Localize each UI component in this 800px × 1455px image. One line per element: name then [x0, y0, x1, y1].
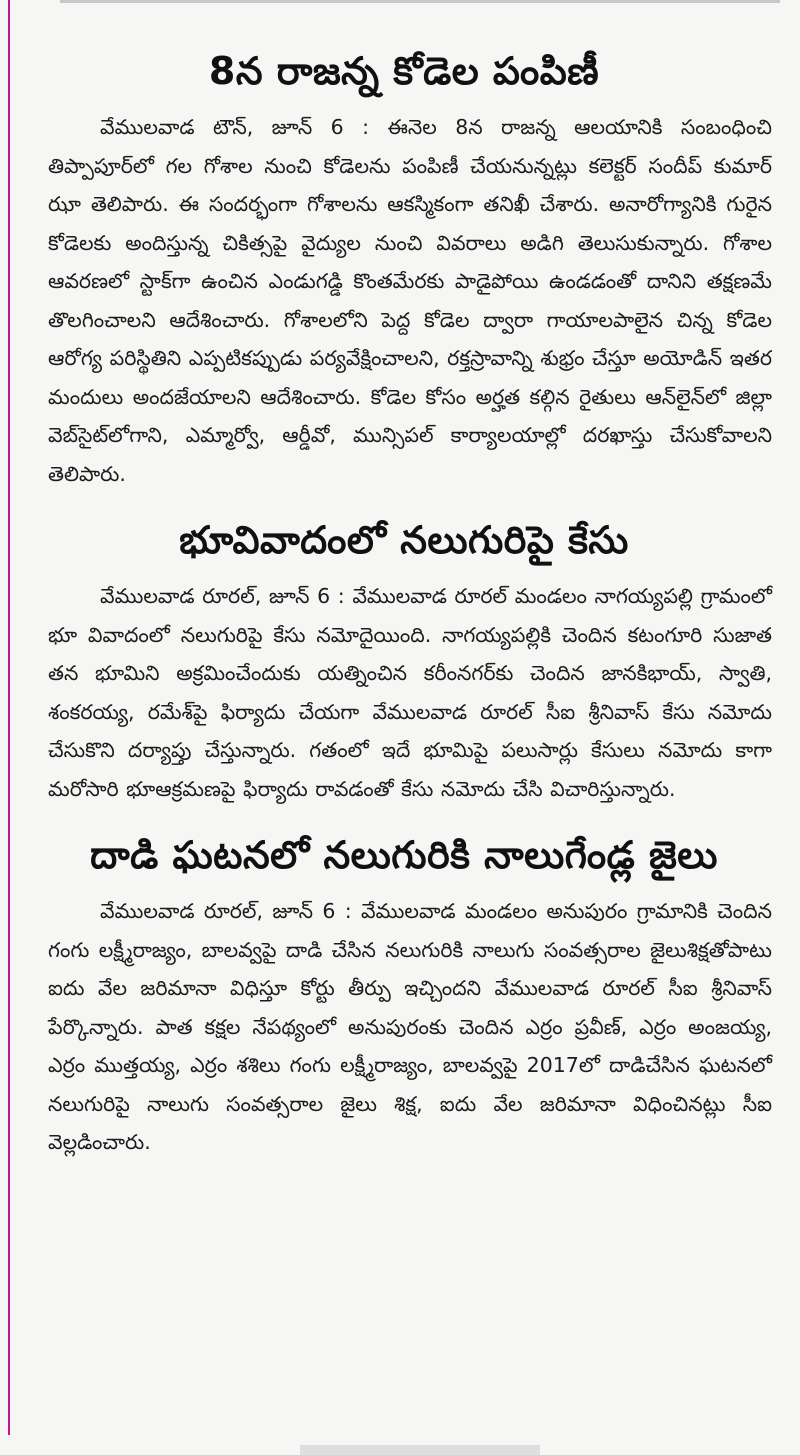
left-border-line [8, 0, 10, 1435]
bottom-edge-artifact [300, 1445, 540, 1455]
article-body: వేములవాడ టౌన్, జూన్ 6 : ఈనెల 8న రాజన్న ఆలయానికి సంబంధించి తిప్పాపూర్‌లో గల గోశాల నుంచి కోడెలను పంపిణీ చేయనున్నట్లు కలెక్టర్ సందీప్ కుమార్ ఝా తెలిపారు. ఈ సందర్భంగా గోశాలను ఆకస్మికంగా తనిఖీ చేశారు. అనారోగ్యానికి గురైన కోడెలకు అందిస్తున్న చికిత్సపై వైద్యుల నుంచి వివరాలు అడిగి తెలుసుకున్నారు. గోశాల ఆవరణలో స్టాక్‌గా ఉంచిన ఎండుగడ్డి కొంతమేరకు పాడైపోయి ఉండడంతో దానిని తక్షణమే తొలగించాలని ఆదేశించారు. గోశాలలోని పెద్ద కోడెల ద్వారా గాయాలపాలైన చిన్న కోడెల ఆరోగ్య పరిస్థితిని ఎప్పటికప్పుడు పర్యవేక్షించాలని, రక్తస్రావాన్ని శుభ్రం చేస్తూ అయోడిన్ ఇతర మందులు అందజేయాలని ఆదేశించారు. కోడెల కోసం అర్హత కల్గిన రైతులు ఆన్‌లైన్‌లో జిల్లా వెబ్‌సైట్‌లోగాని, ఎమ్మార్వో, ఆర్డీవో, మున్సిపల్ కార్యాలయాల్లో దరఖాస్తు చేసుకోవాలని తెలిపారు. [48, 115, 772, 486]
top-rule [60, 0, 780, 3]
article-body: వేములవాడ రూరల్, జూన్ 6 : వేములవాడ మండలం అనుపురం గ్రామానికి చెందిన గంగు లక్ష్మీరాజ్యం, బాలవ్వపై దాడి చేసిన నలుగురికి నాలుగు సంవత్సరాల జైలుశిక్షతోపాటు ఐదు వేల జరిమానా విధిస్తూ కోర్టు తీర్పు ఇచ్చిందని వేములవాడ రూరల్ సీఐ శ్రీనివాస్ పేర్కొన్నారు. పాత కక్షల నేపథ్యంలో అనుపురంకు చెందిన ఎర్రం ప్రవీణ్, ఎర్రం అంజయ్య, ఎర్రం ముత్తయ్య, ఎర్రం శశిలు గంగు లక్ష్మీరాజ్యం, బాలవ్వపై 2017లో దాడిచేసిన ఘటనలో నలుగురిపై నాలుగు సంవత్సరాల జైలు శిక్ష, ఐదు వేల జరిమానా విధించినట్లు సీఐ వెల్లడించారు. [48, 899, 772, 1154]
article-headline: భూవివాదంలో నలుగురిపై కేసు [179, 518, 629, 562]
article-bhoovivadam [28, 511, 780, 808]
article-dadi-ghatana [28, 826, 780, 1162]
article-headline: 8న రాజన్న కోడెల పంపిణీ [208, 49, 600, 93]
article-kodela-pampini [28, 42, 780, 493]
newspaper-clipping [28, 28, 780, 1438]
article-headline: దాడి ఘటనలో నలుగురికి నాలుగేండ్ల జైలు [90, 833, 718, 877]
article-body: వేములవాడ రూరల్, జూన్ 6 : వేములవాడ రూరల్ మండలం నాగయ్యపల్లి గ్రామంలో భూ వివాదంలో నలుగురిపై కేసు నమోదైయింది. నాగయ్యపల్లికి చెందిన కటంగూరి సుజాత తన భూమిని అక్రమించేందుకు యత్నించిన కరీంనగర్‌కు చెందిన జానకిభాయ్, స్వాతి, శంకరయ్య, రమేశ్‌పై ఫిర్యాదు చేయగా వేములవాడ రూరల్ సీఐ శ్రీనివాస్ కేసు నమోదు చేసుకొని దర్యాప్తు చేస్తున్నారు. గతంలో ఇదే భూమిపై పలుసార్లు కేసులు నమోదు కాగా మరోసారి భూఆక్రమణపై ఫిర్యాదు రావడంతో కేసు నమోదు చేసి విచారిస్తున్నారు. [48, 584, 772, 801]
